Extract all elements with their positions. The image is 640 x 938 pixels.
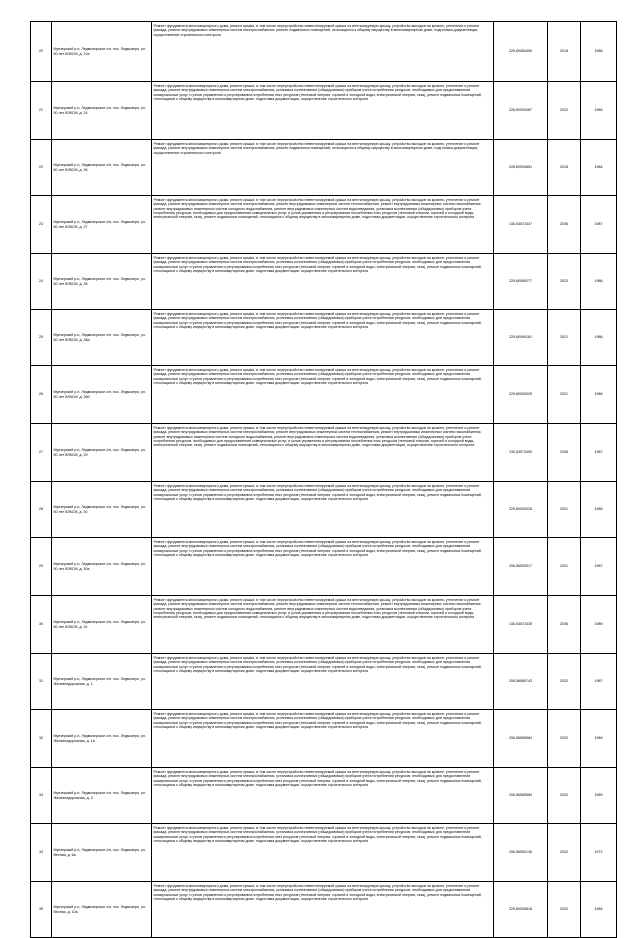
cost-cell: 206,56593017: [494, 538, 548, 596]
planned-year-cell: 2032: [548, 654, 581, 710]
planned-year-cell: 2032: [548, 768, 581, 824]
row-number: 21: [31, 82, 52, 140]
cost-cell: 228,60094851: [494, 140, 548, 196]
table-row: [31, 254, 617, 310]
planned-year-cell: 2022: [548, 82, 581, 140]
planned-year-cell: 2021: [548, 482, 581, 538]
table-row: [31, 310, 617, 366]
address-cell: Муезерский р-н, Ледмозерское с/п, пос. Ледмозеро, ул. 50 лет ВЛКСМ, д. 29: [52, 424, 152, 482]
build-year-cell: 1986: [581, 366, 617, 424]
works-cell: Ремонт фундамента многоквартирного дома, ремонт крыши, в том числе переустройство невентилируемой крыши на вентилируемую крышу, устройство выходов на кровлю, утепление и ремонт фасада, ремонт внутридомовых инженерных систем электроснабжения, установка коллективных (общедомовых) приборов учета потребления ресурсов, необходимых для предоставления коммунальных услуг, и узлов управления и регулирования потребления этих ресурсов (тепловой энергии, горячей и холодной воды, электрической энергии, газа), ремонт подвальных помещений, относящихся к общему имуществу в многоквартирном доме, подготовка документации, осуществление строительного контроля: [152, 654, 494, 710]
row-number: 24: [31, 254, 52, 310]
build-year-cell: 1972: [581, 824, 617, 882]
build-year-cell: 1986: [581, 310, 617, 366]
works-cell: Ремонт фундамента многоквартирного дома, ремонт крыши, в том числе переустройство невентилируемой крыши на вентилируемую крышу, устройство выходов на кровлю, утепление и ремонт фасада, ремонт внутридомовых инженерных систем электроснабжения, ремонт подвальных помещений, относящихся к общему имуществу в многоквартирном доме, подготовка документации, осуществление строительного контроля: [152, 22, 494, 82]
table-row: [31, 424, 617, 482]
planned-year-cell: 2023: [548, 254, 581, 310]
works-cell: Ремонт фундамента многоквартирного дома, ремонт крыши, в том числе переустройство невентилируемой крыши на вентилируемую крышу, устройство выходов на кровлю, утепление и ремонт фасада, ремонт внутридомовых инженерных систем электроснабжения, установка коллективных (общедомовых) приборов учета потребления ресурсов, необходимых для предоставления коммунальных услуг, и узлов управления и регулирования потребления этих ресурсов (тепловой энергии, горячей и холодной воды, электрической энергии, газа), ремонт подвальных помещений, относящихся к общему имуществу в многоквартирном доме, подготовка документации, осуществление строительного контроля: [152, 254, 494, 310]
address-cell: Муезерский р-н, Ледмозерское с/п, пос. Ледмозеро, ул. 50 лет ВЛКСМ, д. 30: [52, 482, 152, 538]
cost-cell: 229,60093616: [494, 882, 548, 938]
address-cell: Муезерский р-н, Ледмозерское с/п, пос. Ледмозеро, ул. Железнодорожная, д. 2: [52, 768, 152, 824]
cost-cell: 229,60084459: [494, 22, 548, 82]
build-year-cell: 1989: [581, 596, 617, 654]
planned-year-cell: 2021: [548, 366, 581, 424]
build-year-cell: 1987: [581, 424, 617, 482]
table-row: [31, 882, 617, 938]
works-cell: Ремонт фундамента многоквартирного дома, ремонт крыши, в том числе переустройство невентилируемой крыши на вентилируемую крышу, устройство выходов на кровлю, утепление и ремонт фасада, ремонт внутридомовых инженерных систем электроснабжения, установка коллективных (общедомовых) приборов учета потребления ресурсов, необходимых для предоставления коммунальных услуг, и узлов управления и регулирования потребления этих ресурсов (тепловой энергии, горячей и холодной воды, электрической энергии, газа), ремонт подвальных помещений, относящихся к общему имуществу в многоквартирном доме, подготовка документации, осуществление строительного контроля: [152, 310, 494, 366]
table-row: [31, 596, 617, 654]
address-cell: Муезерский р-н, Ледмозерское с/п, пос. Ледмозеро, ул. 50 лет ВЛКСМ, д. 30а: [52, 538, 152, 596]
row-number: 25: [31, 310, 52, 366]
table-row: [31, 82, 617, 140]
row-number: 29: [31, 538, 52, 596]
build-year-cell: 1989: [581, 710, 617, 768]
works-cell: Ремонт фундамента многоквартирного дома, ремонт крыши, в том числе переустройство невентилируемой крыши на вентилируемую крышу, устройство выходов на кровлю, утепление и ремонт фасада, ремонт внутридомовых инженерных систем электроснабжения, установка коллективных (общедомовых) приборов учета потребления ресурсов, необходимых для предоставления коммунальных услуг, и узлов управления и регулирования потребления этих ресурсов (тепловой энергии, горячей и холодной воды, электрической энергии, газа), ремонт подвальных помещений, относящихся к общему имуществу в многоквартирном доме, подготовка документации, осуществление строительного контроля: [152, 82, 494, 140]
build-year-cell: 1984: [581, 882, 617, 938]
works-cell: Ремонт фундамента многоквартирного дома, ремонт крыши, в том числе переустройство невентилируемой крыши на вентилируемую крышу, устройство выходов на кровлю, утепление и ремонт фасада, ремонт внутридомовых инженерных систем электроснабжения, установка коллективных (общедомовых) приборов учета потребления ресурсов, необходимых для предоставления коммунальных услуг, и узлов управления и регулирования потребления этих ресурсов (тепловой энергии, горячей и холодной воды, электрической энергии, газа), ремонт подвальных помещений, относящихся к общему имуществу в многоквартирном доме, подготовка документации, осуществление строительного контроля: [152, 710, 494, 768]
cost-cell: 206,56589684: [494, 710, 548, 768]
row-number: 22: [31, 140, 52, 196]
table-body: [31, 22, 617, 938]
table-row: [31, 768, 617, 824]
works-cell: Ремонт фундамента многоквартирного дома, ремонт крыши, в том числе переустройство невентилируемой крыши на вентилируемую крышу, устройство выходов на кровлю, утепление и ремонт фасада, ремонт внутридомовых инженерных систем электроснабжения, ремонт подвальных помещений, относящихся к общему имуществу в многоквартирном доме, подготовка документации, осуществление строительного контроля: [152, 140, 494, 196]
planned-year-cell: 2018: [548, 22, 581, 82]
address-cell: Муезерский р-н, Ледмозерское с/п, пос. Ледмозеро, ул. Железнодорожная, д. 1а: [52, 710, 152, 768]
address-cell: Муезерский р-н, Ледмозерское с/п, пос. Ледмозеро, ул. Весняя, д. 10а: [52, 882, 152, 938]
works-cell: Ремонт фундамента многоквартирного дома, ремонт крыши, в том числе переустройство невентилируемой крыши на вентилируемую крышу, устройство выходов на кровлю, утепление и ремонт фасада, ремонт внутридомовых инженерных систем электроснабжения, установка коллективных (общедомовых) приборов учета потребления ресурсов, необходимых для предоставления коммунальных услуг, и узлов управления и регулирования потребления этих ресурсов (тепловой энергии, горячей и холодной воды, электрической энергии, газа), ремонт подвальных помещений, относящихся к общему имуществу в многоквартирном доме, подготовка документации, осуществление строительного контроля: [152, 882, 494, 938]
build-year-cell: 1985: [581, 82, 617, 140]
table-row: [31, 824, 617, 882]
row-number: 26: [31, 366, 52, 424]
planned-year-cell: 2032: [548, 710, 581, 768]
row-number: 30: [31, 596, 52, 654]
cost-cell: 206,56589743: [494, 654, 548, 710]
planned-year-cell: 2036: [548, 196, 581, 254]
address-cell: Муезерский р-н, Ледмозерское с/п, пос. Ледмозеро, ул. 50 лет ВЛКСМ, д. 28б: [52, 366, 152, 424]
row-number: 32: [31, 710, 52, 768]
cost-cell: 206,56590146: [494, 824, 548, 882]
works-cell: Ремонт фундамента многоквартирного дома, ремонт крыши, в том числе переустройство невентилируемой крыши на вентилируемую крышу, устройство выходов на кровлю, утепление и ремонт фасада, ремонт внутридомовых инженерных систем электроснабжения, установка коллективных (общедомовых) приборов учета потребления ресурсов, необходимых для предоставления коммунальных услуг, и узлов управления и регулирования потребления этих ресурсов (тепловой энергии, горячей и холодной воды, электрической энергии, газа), ремонт подвальных помещений, относящихся к общему имуществу в многоквартирном доме, подготовка документации, осуществление строительного контроля: [152, 824, 494, 882]
cost-cell: 229,60089277: [494, 254, 548, 310]
planned-year-cell: 2018: [548, 140, 581, 196]
table-row: [31, 22, 617, 82]
address-cell: Муезерский р-н, Ледмозерское с/п, пос. Ледмозеро, ул. 50 лет ВЛКСМ, д. 28: [52, 254, 152, 310]
table-row: [31, 366, 617, 424]
table-row: [31, 196, 617, 254]
row-number: 35: [31, 882, 52, 938]
works-cell: Ремонт фундамента многоквартирного дома, ремонт крыши, в том числе переустройство невентилируемой крыши на вентилируемую крышу, устройство выходов на кровлю, утепление и ремонт фасада, ремонт внутридомовых инженерных систем электроснабжения, ремонт внутридомовых инженерных систем теплоснабжения, ремонт внутридомовых инженерных систем газоснабжения, ремонт внутридомовых инженерных систем холодного водоснабжения, ремонт внутридомовых инженерных систем водоотведения, установка коллективных (общедомовых) приборов учета потребления ресурсов, необходимых для предоставления коммунальных услуг, и узлов управления и регулирования потребления этих ресурсов (тепловой энергии, горячей и холодной воды, электрической энергии, газа), ремонт подвальных помещений, относящихся к общему имуществу в многоквартирном доме, подготовка документации, осуществление строительного контроля: [152, 424, 494, 482]
address-cell: Муезерский р-н, Ледмозерское с/п, пос. Ледмозеро, ул. 50 лет ВЛКСМ, д. 24: [52, 82, 152, 140]
works-cell: Ремонт фундамента многоквартирного дома, ремонт крыши, в том числе переустройство невентилируемой крыши на вентилируемую крышу, устройство выходов на кровлю, утепление и ремонт фасада, ремонт внутридомовых инженерных систем электроснабжения, установка коллективных (общедомовых) приборов учета потребления ресурсов, необходимых для предоставления коммунальных услуг, и узлов управления и регулирования потребления этих ресурсов (тепловой энергии, горячей и холодной воды, электрической энергии, газа), ремонт подвальных помещений, относящихся к общему имуществу в многоквартирном доме, подготовка документации, осуществление строительного контроля: [152, 482, 494, 538]
planned-year-cell: 2031: [548, 538, 581, 596]
table-row: [31, 710, 617, 768]
address-cell: Муезерский р-н, Ледмозерское с/п, пос. Ледмозеро, ул. 50 лет ВЛКСМ, д. 26: [52, 140, 152, 196]
table-row: [31, 482, 617, 538]
document-page: [30, 21, 616, 938]
row-number: 34: [31, 824, 52, 882]
planned-year-cell: 2036: [548, 596, 581, 654]
build-year-cell: 1985: [581, 482, 617, 538]
row-number: 28: [31, 482, 52, 538]
build-year-cell: 1986: [581, 254, 617, 310]
address-cell: Муезерский р-н, Ледмозерское с/п, пос. Ледмозеро, ул. 50 лет ВЛКСМ, д. 22а: [52, 22, 152, 82]
address-cell: Муезерский р-н, Ледмозерское с/п, пос. Ледмозеро, ул. 50 лет ВЛКСМ, д. 28а: [52, 310, 152, 366]
planned-year-cell: 2036: [548, 424, 581, 482]
planned-year-cell: 2020: [548, 882, 581, 938]
works-cell: Ремонт фундамента многоквартирного дома, ремонт крыши, в том числе переустройство невентилируемой крыши на вентилируемую крышу, устройство выходов на кровлю, утепление и ремонт фасада, ремонт внутридомовых инженерных систем электроснабжения, установка коллективных (общедомовых) приборов учета потребления ресурсов, необходимых для предоставления коммунальных услуг, и узлов управления и регулирования потребления этих ресурсов (тепловой энергии, горячей и холодной воды, электрической энергии, газа), ремонт подвальных помещений, относящихся к общему имуществу в многоквартирном доме, подготовка документации, осуществление строительного контроля: [152, 768, 494, 824]
cost-cell: 135,54573459: [494, 424, 548, 482]
works-cell: Ремонт фундамента многоквартирного дома, ремонт крыши, в том числе переустройство невентилируемой крыши на вентилируемую крышу, устройство выходов на кровлю, утепление и ремонт фасада, ремонт внутридомовых инженерных систем электроснабжения, ремонт внутридомовых инженерных систем теплоснабжения, ремонт внутридомовых инженерных систем газоснабжения, ремонт внутридомовых инженерных систем холодного водоснабжения, ремонт внутридомовых инженерных систем водоотведения, установка коллективных (общедомовых) приборов учета потребления ресурсов, необходимых для предоставления коммунальных услуг, и узлов управления и регулирования потребления этих ресурсов (тепловой энергии, горячей и холодной воды, электрической энергии, газа), ремонт подвальных помещений, относящихся к общему имуществу в многоквартирном доме, подготовка документации, осуществление строительного контроля: [152, 596, 494, 654]
address-cell: Муезерский р-н, Ледмозерское с/п, пос. Ледмозеро, ул. Весняя, д. 6а: [52, 824, 152, 882]
cost-cell: 135,54573435: [494, 596, 548, 654]
cost-cell: 226,60093487: [494, 82, 548, 140]
build-year-cell: 1989: [581, 768, 617, 824]
row-number: 20: [31, 22, 52, 82]
table-row: [31, 538, 617, 596]
works-cell: Ремонт фундамента многоквартирного дома, ремонт крыши, в том числе переустройство невентилируемой крыши на вентилируемую крышу, устройство выходов на кровлю, утепление и ремонт фасада, ремонт внутридомовых инженерных систем электроснабжения, установка коллективных (общедомовых) приборов учета потребления ресурсов, необходимых для предоставления коммунальных услуг, и узлов управления и регулирования потребления этих ресурсов (тепловой энергии, горячей и холодной воды, электрической энергии, газа), ремонт подвальных помещений, относящихся к общему имуществу в многоквартирном доме, подготовка документации, осуществление строительного контроля: [152, 366, 494, 424]
row-number: 27: [31, 424, 52, 482]
row-number: 33: [31, 768, 52, 824]
table-row: [31, 654, 617, 710]
planned-year-cell: 2032: [548, 824, 581, 882]
build-year-cell: 1985: [581, 22, 617, 82]
address-cell: Муезерский р-н, Ледмозерское с/п, пос. Ледмозеро, ул. Железнодорожная, д. 1: [52, 654, 152, 710]
build-year-cell: 1987: [581, 654, 617, 710]
address-cell: Муезерский р-н, Ледмозерское с/п, пос. Ледмозеро, ул. 50 лет ВЛКСМ, д. 27: [52, 196, 152, 254]
works-cell: Ремонт фундамента многоквартирного дома, ремонт крыши, в том числе переустройство невентилируемой крыши на вентилируемую крышу, устройство выходов на кровлю, утепление и ремонт фасада, ремонт внутридомовых инженерных систем электроснабжения, ремонт внутридомовых инженерных систем теплоснабжения, ремонт внутридомовых инженерных систем газоснабжения, ремонт внутридомовых инженерных систем холодного водоснабжения, ремонт внутридомовых инженерных систем водоотведения, установка коллективных (общедомовых) приборов учета потребления ресурсов, необходимых для предоставления коммунальных услуг, и узлов управления и регулирования потребления этих ресурсов (тепловой энергии, горячей и холодной воды, электрической энергии, газа), ремонт подвальных помещений, относящихся к общему имуществу в многоквартирном доме, подготовка документации, осуществление строительного контроля: [152, 196, 494, 254]
cost-cell: 206,56589684: [494, 768, 548, 824]
build-year-cell: 1987: [581, 196, 617, 254]
build-year-cell: 1987: [581, 538, 617, 596]
cost-cell: 229,60095161: [494, 310, 548, 366]
planned-year-cell: 2021: [548, 310, 581, 366]
build-year-cell: 1984: [581, 140, 617, 196]
cost-cell: 229,60093029: [494, 366, 548, 424]
row-number: 31: [31, 654, 52, 710]
works-cell: Ремонт фундамента многоквартирного дома, ремонт крыши, в том числе переустройство невентилируемой крыши на вентилируемую крышу, устройство выходов на кровлю, утепление и ремонт фасада, ремонт внутридомовых инженерных систем электроснабжения, установка коллективных (общедомовых) приборов учета потребления ресурсов, необходимых для предоставления коммунальных услуг, и узлов управления и регулирования потребления этих ресурсов (тепловой энергии, горячей и холодной воды, электрической энергии, газа), ремонт подвальных помещений, относящихся к общему имуществу в многоквартирном доме, подготовка документации, осуществление строительного контроля: [152, 538, 494, 596]
cost-cell: 229,60093028: [494, 482, 548, 538]
table-row: [31, 140, 617, 196]
capital-repair-table: [30, 21, 617, 938]
cost-cell: 135,54573447: [494, 196, 548, 254]
address-cell: Муезерский р-н, Ледмозерское с/п, пос. Ледмозеро, ул. 50 лет ВЛКСМ, д. 31: [52, 596, 152, 654]
row-number: 23: [31, 196, 52, 254]
